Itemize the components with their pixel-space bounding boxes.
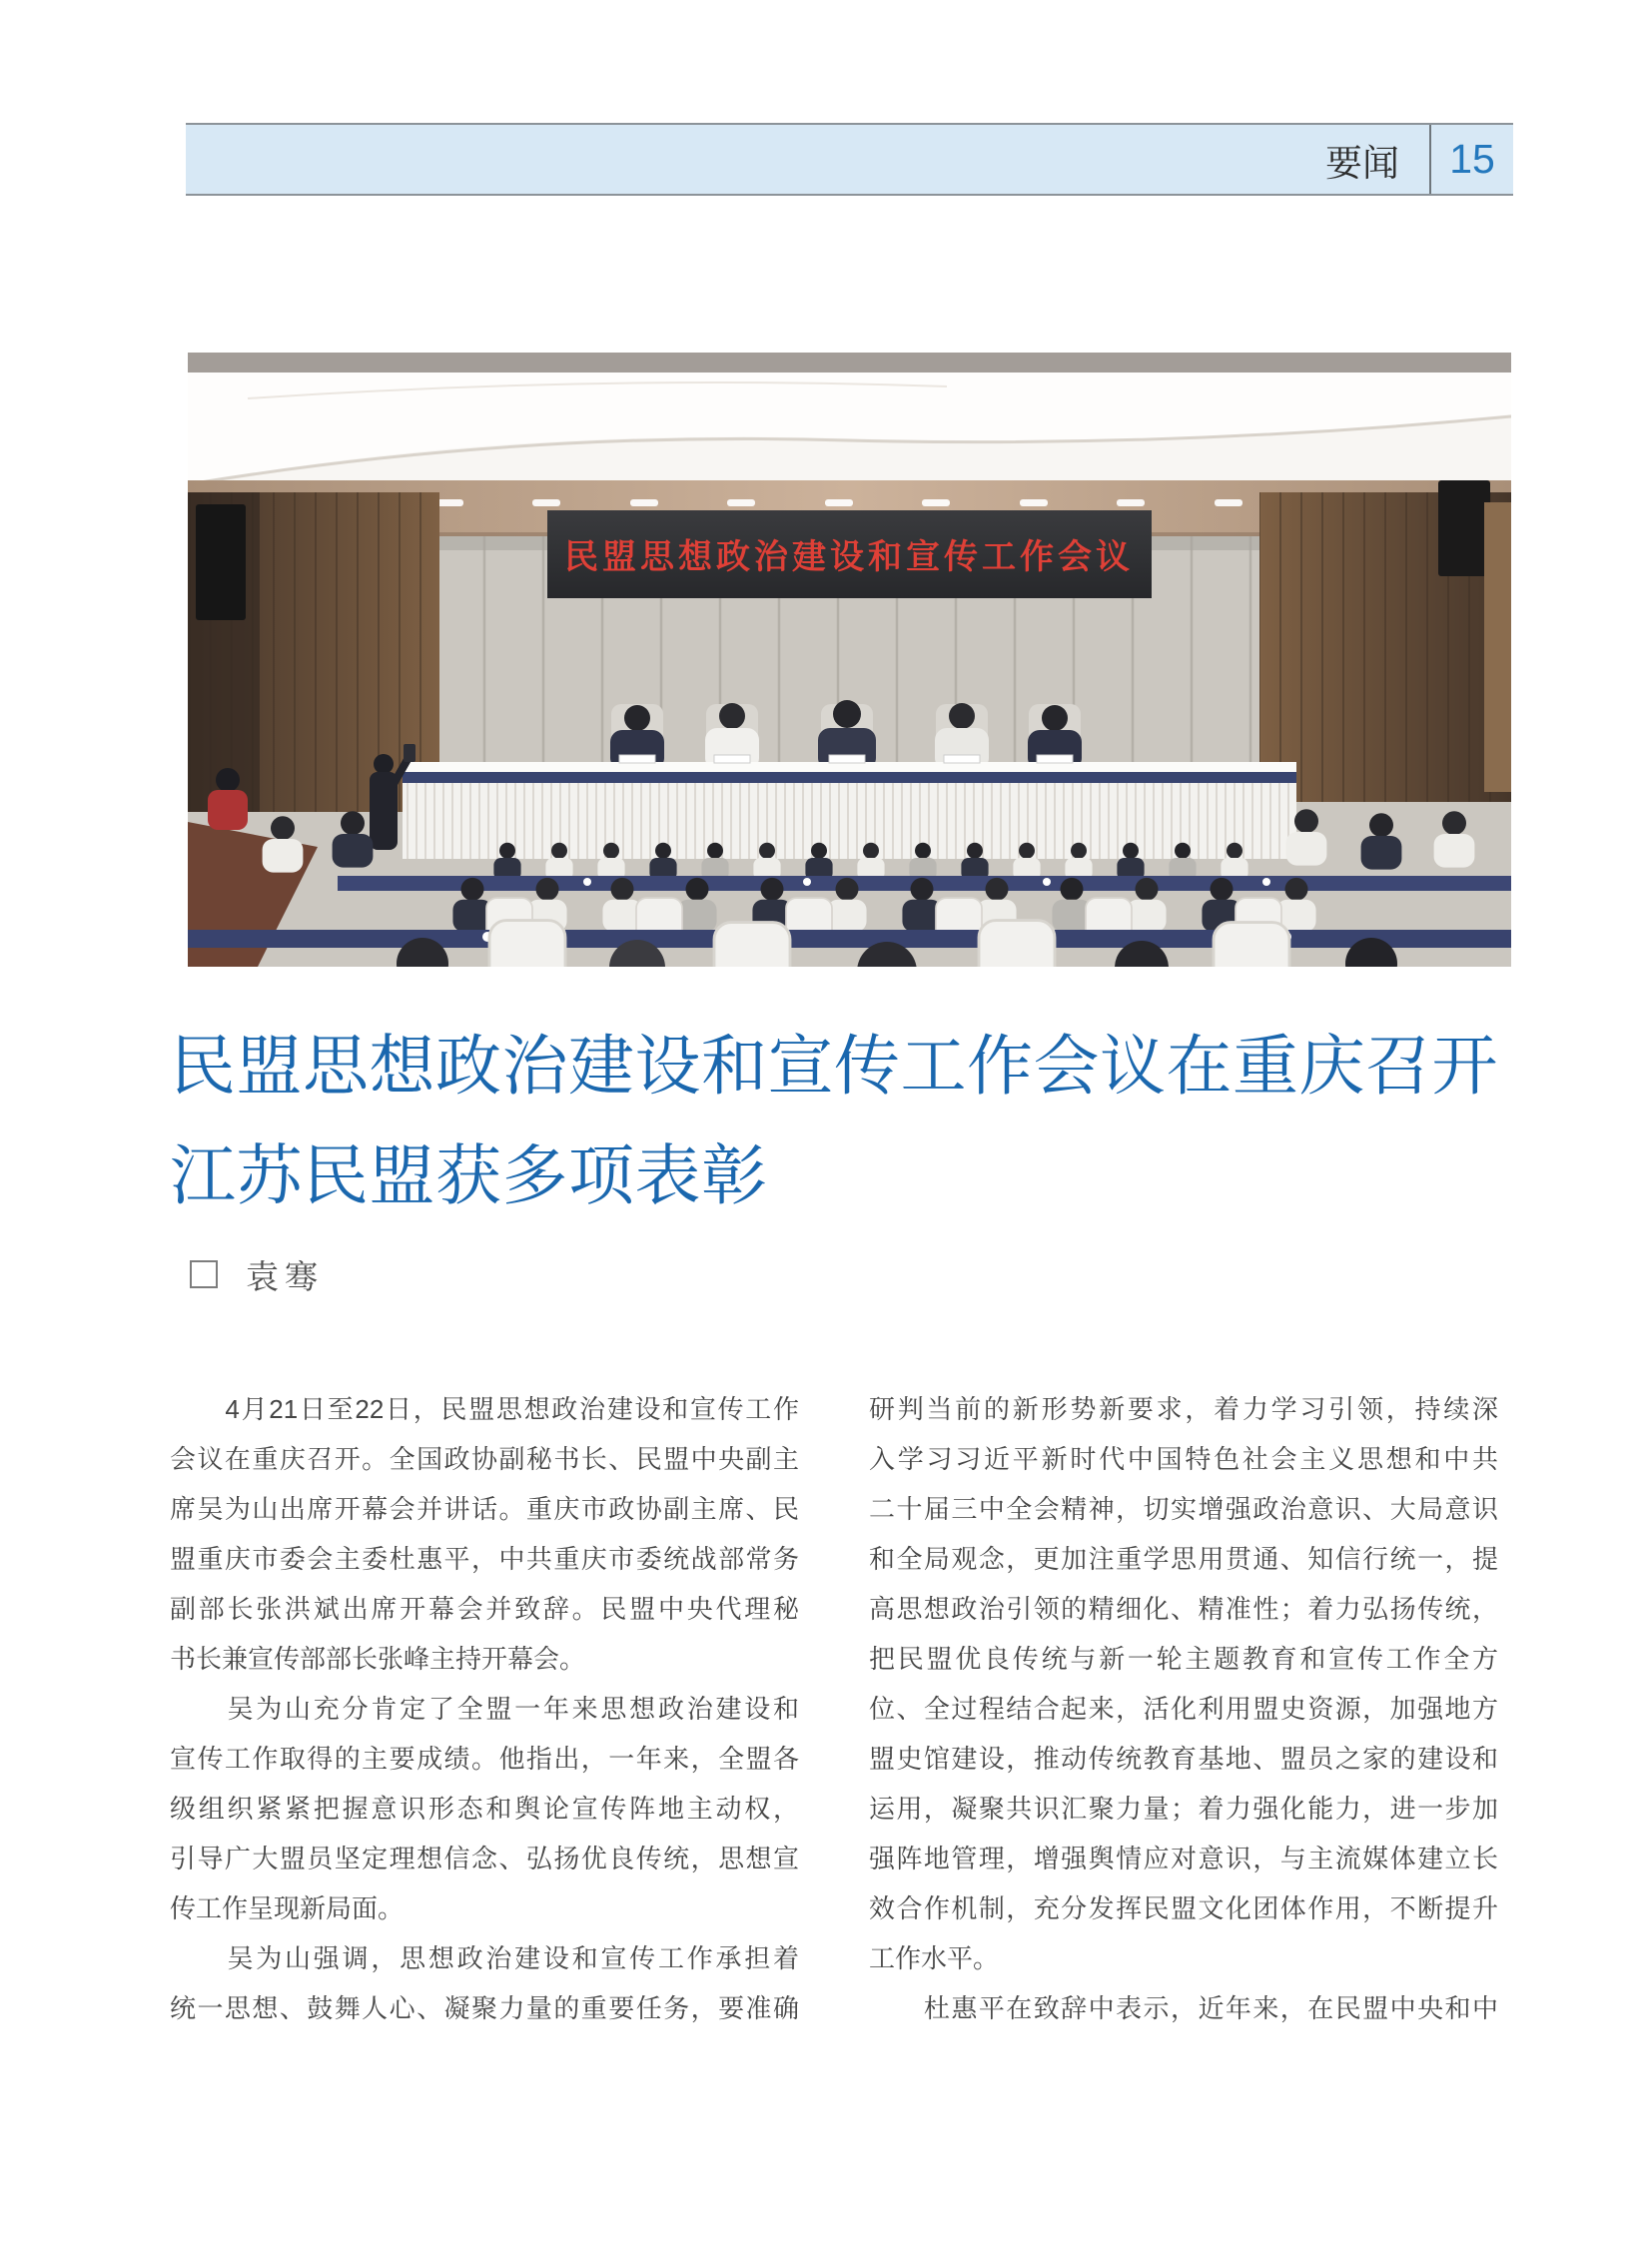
article-line: 和全局观念，更加注重学思用贯通、知信行统一，提 — [869, 1544, 1498, 1574]
article-title — [170, 1011, 1518, 1230]
article-line: 统一思想、鼓舞人心、凝聚力量的重要任务，要准确 — [170, 1993, 799, 2023]
article-line: 效合作机制，充分发挥民盟文化团体作用，不断提升 — [869, 1893, 1498, 1923]
article-line: 强阵地管理，增强舆情应对意识，与主流媒体建立长 — [869, 1844, 1498, 1873]
wood-wall-right — [1259, 480, 1511, 802]
byline — [190, 1252, 324, 1296]
article-line: 入学习习近平新时代中国特色社会主义思想和中共 — [869, 1444, 1498, 1474]
article-title-line2: 江苏民盟获多项表彰 — [170, 1138, 768, 1212]
article-line: 引导广大盟员坚定理想信念、弘扬优良传统，思想宣 — [170, 1844, 799, 1873]
section-label: 要闻 — [1325, 143, 1399, 185]
article-line: 级组织紧紧把握意识形态和舆论宣传阵地主动权， — [170, 1794, 799, 1824]
article-title-line1: 民盟思想政治建设和宣传工作会议在重庆召开 — [170, 1029, 1498, 1103]
article-line: 传工作呈现新局面。 — [170, 1893, 405, 1923]
author-marker-icon — [190, 1260, 218, 1288]
article-line: 高思想政治引领的精细化、精准性；着力弘扬传统， — [869, 1594, 1498, 1624]
conference-photo-illustration — [188, 353, 1511, 967]
article-line: 会议在重庆召开。全国政协副秘书长、民盟中央副主 — [170, 1444, 799, 1474]
head-table — [403, 755, 1296, 859]
article-column-left — [170, 1384, 799, 2033]
article-line: 杜惠平在致辞中表示，近年来，在民盟中央和中 — [869, 1993, 1498, 2023]
audience-front-row — [397, 921, 1397, 967]
article-column-right — [869, 1384, 1498, 2033]
photo-banner-text: 民盟思想政治建设和宣传工作会议 — [564, 538, 1134, 576]
page-number: 15 — [1449, 136, 1495, 182]
article-line: 位、全过程结合起来，活化利用盟史资源，加强地方 — [869, 1694, 1498, 1724]
article-line: 4月21日至22日，民盟思想政治建设和宣传工作 — [170, 1394, 799, 1424]
article-line: 研判当前的新形势新要求，着力学习引领，持续深 — [869, 1394, 1498, 1424]
article-line: 把民盟优良传统与新一轮主题教育和宣传工作全方 — [869, 1644, 1498, 1674]
article-line: 吴为山强调，思想政治建设和宣传工作承担着 — [170, 1943, 799, 1973]
audience-back-row — [493, 843, 1247, 881]
article-line: 书长兼宣传部部长张峰主持开幕会。 — [170, 1644, 586, 1674]
article-line: 吴为山充分肯定了全盟一年来思想政治建设和 — [170, 1694, 799, 1724]
article-line: 二十届三中全会精神，切实增强政治意识、大局意识 — [869, 1494, 1498, 1524]
article-line: 盟重庆市委会主委杜惠平，中共重庆市委统战部常务 — [170, 1544, 799, 1574]
article-line: 席吴为山出席开幕会并讲话。重庆市政协副主席、民 — [170, 1494, 799, 1524]
conference-photo — [188, 353, 1511, 967]
article-line: 宣传工作取得的主要成绩。他指出，一年来，全盟各 — [170, 1744, 799, 1774]
article-line: 盟史馆建设，推动传统教育基地、盟员之家的建设和 — [869, 1744, 1498, 1774]
page-header — [186, 123, 1513, 196]
article-line: 运用，凝聚共识汇聚力量；着力强化能力，进一步加 — [869, 1794, 1498, 1824]
article-line: 工作水平。 — [869, 1943, 1000, 1973]
author-name: 袁骞 — [246, 1257, 324, 1295]
article-line: 副部长张洪斌出席开幕会并致辞。民盟中央代理秘 — [170, 1594, 799, 1624]
